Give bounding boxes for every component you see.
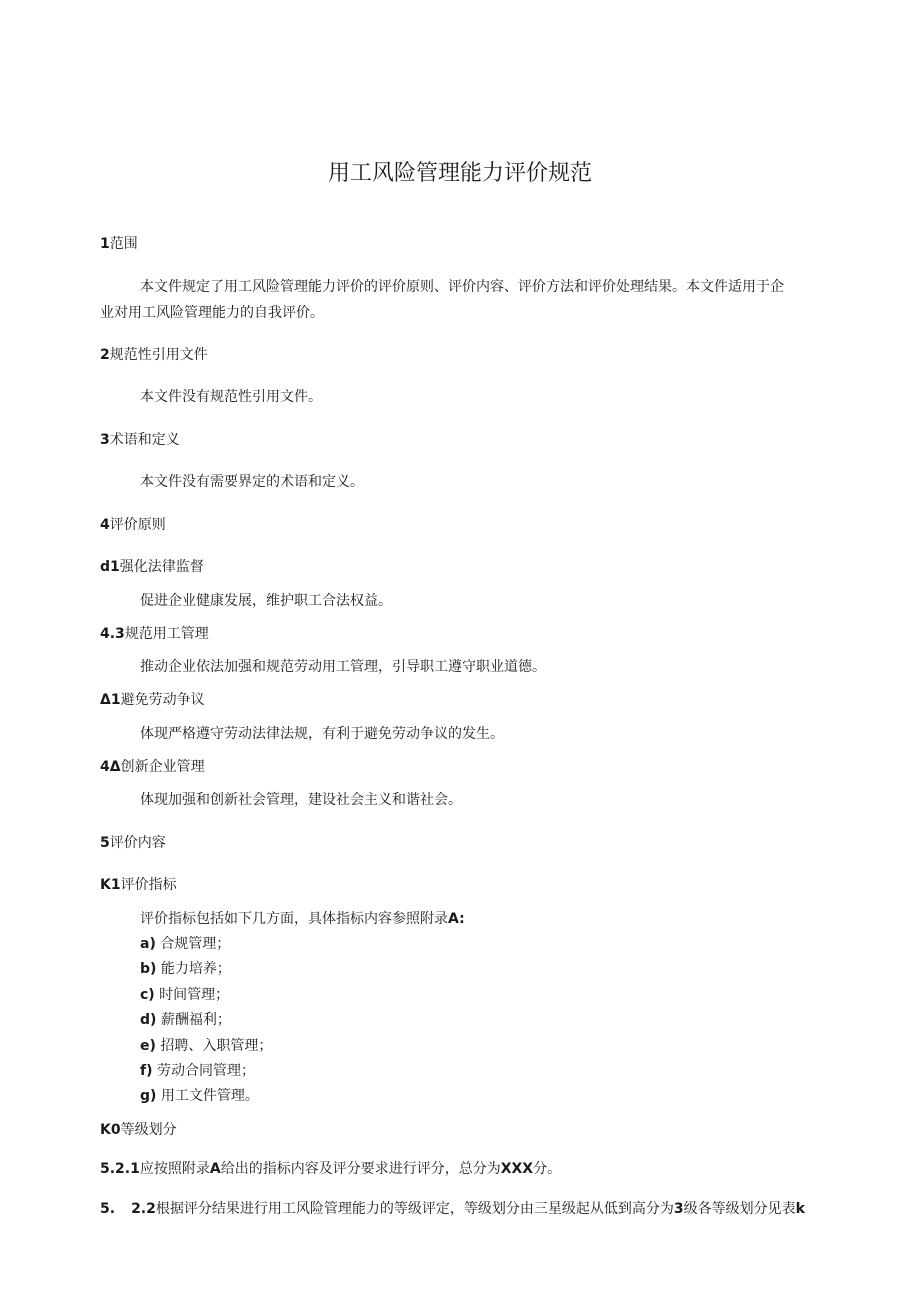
section-4-2-heading: [100, 624, 209, 644]
section-1-heading: [100, 234, 138, 254]
section-title: 术语和定义: [109, 432, 180, 448]
appendix-ref: A:: [448, 911, 465, 927]
section-1-para-line-2: 业对用工风险管理能力的自我评价。: [100, 305, 324, 321]
subsection-number: 4Δ: [100, 759, 121, 775]
section-4-1-heading: [100, 557, 204, 577]
section-5-heading: [100, 833, 166, 853]
list-item-text: 招聘、入职管理；: [160, 1038, 273, 1054]
section-number: 4: [100, 517, 110, 533]
list-item-label: b): [140, 961, 157, 977]
section-3-para: 本文件没有需要界定的术语和定义。: [140, 474, 364, 490]
subsection-title: 创新企业管理: [120, 759, 205, 775]
clause-text: 给出的指标内容及评分要求进行评分，总分为: [220, 1161, 501, 1177]
section-5-1-heading: [100, 875, 177, 895]
section-4-3-para: 体现严格遵守劳动法律法规，有利于避免劳动争议的发生。: [140, 726, 504, 742]
section-number: 2: [100, 347, 110, 363]
list-item-label: d): [140, 1012, 157, 1028]
subsection-title: 避免劳动争议: [120, 692, 205, 708]
subsection-title: 强化法律监督: [119, 559, 204, 575]
appendix-ref: A: [209, 1161, 221, 1177]
section-4-4-para: 体现加强和创新社会管理，建设社会主义和谐社会。: [140, 792, 462, 808]
list-item: [140, 1061, 255, 1081]
section-5-1-intro: [140, 909, 465, 929]
list-item-label: e): [140, 1038, 156, 1054]
intro-text: 评价指标包括如下几方面，具体指标内容参照附录: [140, 911, 448, 927]
clause-number: 5.: [100, 1201, 116, 1217]
section-4-heading: [100, 515, 166, 535]
document-title: 用工风险管理能力评价规范: [327, 161, 592, 186]
section-2-para: 本文件没有规范性引用文件。: [140, 389, 322, 405]
clause-text: 分。: [533, 1161, 562, 1177]
section-number: 3: [100, 432, 110, 448]
list-item-label: f): [140, 1063, 153, 1079]
clause-text: 应按照附录: [139, 1161, 210, 1177]
section-3-heading: [100, 430, 180, 450]
subsection-number: d1: [100, 559, 120, 575]
subsection-number: K0: [100, 1122, 121, 1138]
subsection-title: 等级划分: [120, 1122, 177, 1138]
clause-number: 2.2: [131, 1201, 156, 1217]
clause-text: 级各等级划分见表: [683, 1201, 796, 1217]
subsection-title: 规范用工管理: [124, 626, 209, 642]
list-item: [140, 934, 230, 954]
section-4-1-para: 促进企业健康发展，维护职工合法权益。: [140, 593, 392, 609]
list-item-label: c): [140, 987, 155, 1003]
clause-text: 根据评分结果进行用工风险管理能力的等级评定，等级划分由三星级起从低到高分为: [155, 1201, 674, 1217]
clause-number: 5.2.1: [100, 1161, 140, 1177]
section-title: 评价原则: [109, 517, 166, 533]
section-1-para-line-1: 本文件规定了用工风险管理能力评价的评价原则、评价内容、评价方法和评价处理结果。本文件适用于企: [140, 279, 784, 295]
list-item-text: 时间管理；: [159, 987, 230, 1003]
section-4-3-heading: [100, 690, 205, 710]
list-item: [140, 959, 231, 979]
subsection-number: 4.3: [100, 626, 125, 642]
section-title: 规范性引用文件: [109, 347, 208, 363]
list-item-label: a): [140, 936, 156, 952]
subsection-number: Δ1: [100, 692, 121, 708]
subsection-number: K1: [100, 877, 121, 893]
list-item-text: 劳动合同管理；: [156, 1063, 255, 1079]
table-ref: k: [795, 1201, 805, 1217]
clause-5-2-1: [100, 1159, 561, 1179]
section-number: 5: [100, 835, 110, 851]
section-number: 1: [100, 236, 110, 252]
list-item-text: 合规管理；: [160, 936, 231, 952]
level-count: 3: [673, 1201, 684, 1217]
list-item-text: 能力培养；: [160, 961, 231, 977]
section-4-2-para: 推动企业依法加强和规范劳动用工管理，引导职工遵守职业道德。: [140, 659, 546, 675]
section-2-heading: [100, 345, 208, 365]
list-item-label: g): [140, 1088, 157, 1104]
clause-5-2-2: [100, 1199, 805, 1219]
section-title: 范围: [109, 236, 138, 252]
section-4-4-heading: [100, 757, 205, 777]
list-item-text: 薪酬福利；: [160, 1012, 231, 1028]
list-item: [140, 1010, 231, 1030]
section-title: 评价内容: [109, 835, 166, 851]
subsection-title: 评价指标: [120, 877, 177, 893]
list-item: [140, 1036, 272, 1056]
total-score: XXX: [500, 1161, 534, 1177]
list-item: [140, 985, 229, 1005]
list-item-text: 用工文件管理。: [160, 1088, 259, 1104]
list-item: [140, 1086, 259, 1106]
section-5-2-heading: [100, 1120, 177, 1140]
